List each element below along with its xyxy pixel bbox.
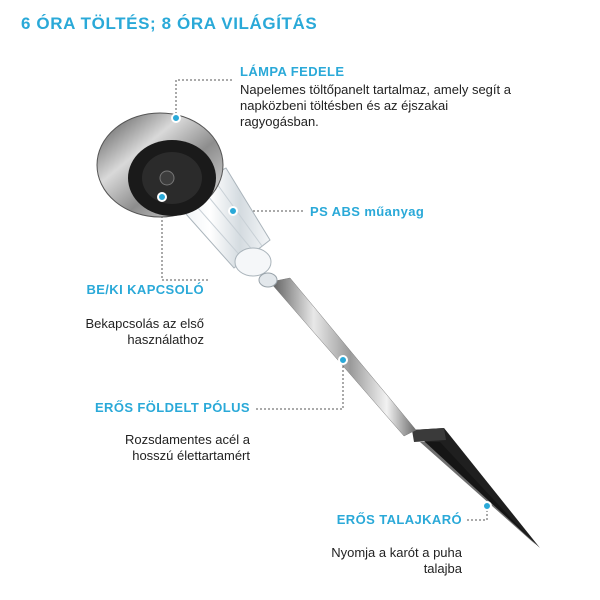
marker-dot-lid: [172, 114, 180, 122]
marker-dot-stake: [483, 502, 491, 510]
switch-description: Bekapcsolás az első használathoz: [85, 316, 204, 347]
lid-label: LÁMPA FEDELE: [240, 64, 345, 79]
leader-line-pole: [256, 362, 343, 409]
pole-description: Rozsdamentes acél a hosszú élettartamért: [124, 432, 250, 463]
marker-dot-pole: [339, 356, 347, 364]
plastic-label: PS ABS műanyag: [310, 204, 425, 219]
lid-description: Napelemes töltőpanelt tartalmaz, amely segít a napközbeni töltésben és az éjszakai ragyogásban.: [240, 82, 511, 129]
leader-line-lid: [176, 80, 233, 118]
switch-label: BE/KI KAPCSOLÓ: [86, 282, 204, 297]
marker-dot-switch: [158, 193, 166, 201]
stake-label: ERŐS TALAJKARÓ: [336, 512, 462, 527]
page-title: 6 ÓRA TÖLTÉS; 8 ÓRA VILÁGÍTÁS: [21, 14, 318, 33]
pole-label: ERŐS FÖLDELT PÓLUS: [94, 400, 250, 415]
marker-dot-plastic: [229, 207, 237, 215]
stake-description: Nyomja a karót a puha talajba: [331, 545, 462, 576]
